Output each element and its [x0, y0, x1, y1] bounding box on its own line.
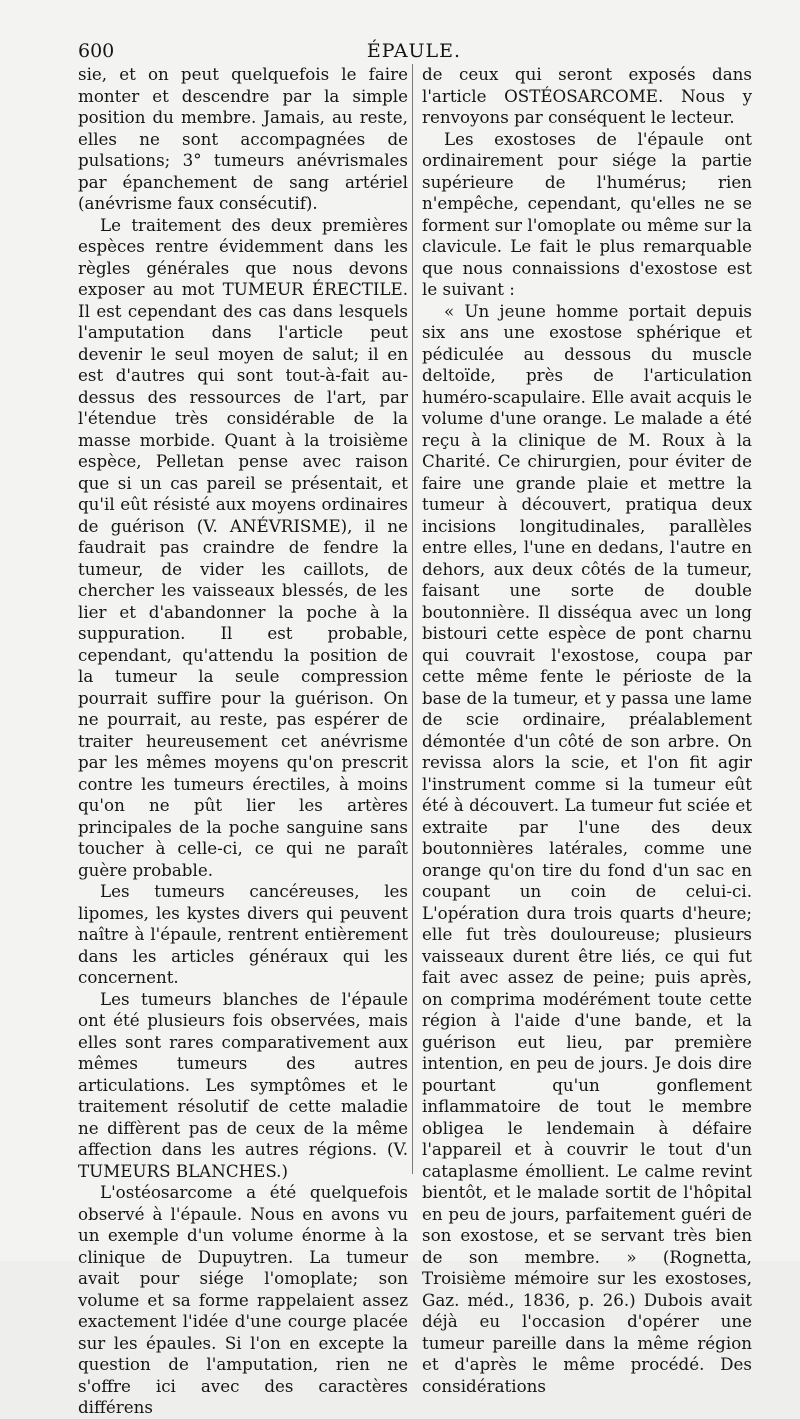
paragraph: sie, et on peut quelquefois le faire monter et descendre par la simple position du membre. Jamais, au reste, elles ne sont accompagnées de pulsations; 3° tumeurs anévrismales par épanchement de sang artériel (anévrisme faux consécutif). [78, 64, 408, 213]
running-head: ÉPAULE. [366, 40, 462, 62]
paragraph: Les tumeurs cancéreuses, les lipomes, les kystes divers qui peuvent naître à l'épaule, rentrent entièrement dans les articles généraux qui les concernent. [78, 881, 408, 987]
right-column [422, 64, 752, 1396]
paragraph: de ceux qui seront exposés dans l'article OSTÉOSARCOME. Nous y renvoyons par conséquent le lecteur. [422, 64, 752, 127]
page-header [78, 40, 750, 66]
paragraph: « Un jeune homme portait depuis six ans une exostose sphérique et pédiculée au dessous du muscle deltoïde, près de l'articulation huméro-scapulaire. Elle avait acquis le volume d'une orange. Le malade a été reçu à la clinique de M. Roux à la Charité. Ce chirurgien, pour éviter de faire une grande plaie et mettre la tumeur à découvert, pratiqua deux incisions longitudinales, parallèles entre elles, l'une en dedans, l'autre en dehors, aux deux côtés de la tumeur, faisant une sorte de double boutonnière. Il disséqua avec un long bistouri cette espèce de pont charnu qui couvrait l'exostose, coupa par cette même fente le périoste de la base de la tumeur, et y passa une lame de scie ordinaire, préalablement démontée d'un côté de son arbre. On revissa alors la scie, et l'on fit agir l'instrument comme si la tumeur eût été à découvert. La tumeur fut sciée et extraite par l'une des deux boutonnières latérales, comme une orange qu'on tire du fond d'un sac en coupant un coin de celui-ci. L'opération dura trois quarts d'heure; elle fut très douloureuse; plusieurs vaisseaux durent être liés, ce qui fut fait avec assez de peine; puis après, on comprima modérément toute cette région à l'aide d'une bande, et la guérison eut lieu, par première intention, en peu de jours. Je dois dire pourtant qu'un gonflement inflammatoire de tout le membre obligea le lendemain à défaire l'appareil et à couvrir le tout d'un cataplasme émollient. Le calme revint bientôt, et le malade sortit de l'hôpital en peu de jours, parfaitement guéri de son exostose, et se servant très bien de son membre. » (Rognetta, Troisième mémoire sur les exostoses, Gaz. méd., 1836, p. 26.) Dubois avait déjà eu l'occasion d'opérer une tumeur pareille dans la même région et d'après le même procédé. Des considérations [422, 300, 752, 1396]
paragraph: Le traitement des deux premières espèces rentre évidemment dans les règles générales que nous devons exposer au mot TUMEUR ÉRECTILE. Il est cependant des cas dans lesquels l'amputation dans l'article peut devenir le seul moyen de salut; il en est d'autres qui sont tout-à-fait au-dessus des ressources de l'art, par l'étendue très considérable de la masse morbide. Quant à la troisième espèce, Pelletan pense avec raison que si un cas pareil se présentait, et qu'il eût résisté aux moyens ordinaires de guérison (V. ANÉVRISME), il ne faudrait pas craindre de fendre la tumeur, de vider les caillots, de chercher les vaisseaux blessés, de les lier et d'abandonner la poche à la suppuration. Il est probable, cependant, qu'attendu la position de la tumeur la seule compression pourrait suffire pour la guérison. On ne pourrait, au reste, pas espérer de traiter heureusement cet anévrisme par les mêmes moyens qu'on prescrit contre les tumeurs érectiles, à moins qu'on ne pût lier les artères principales de la poche sanguine sans toucher à celle-ci, ce qui ne paraît guère probable. [78, 214, 408, 880]
paragraph: Les tumeurs blanches de l'épaule ont été plusieurs fois observées, mais elles sont rares comparativement aux mêmes tumeurs des autres articulations. Les symptômes et le traitement résolutif de cette maladie ne diffèrent pas de ceux de la même affection dans les autres régions. (V. TUMEURS BLANCHES.) [78, 988, 408, 1181]
left-column [78, 64, 408, 1417]
paragraph: Les exostoses de l'épaule ont ordinairement pour siége la partie supérieure de l'humérus; rien n'empêche, cependant, qu'elles ne se forment sur l'omoplate ou même sur la clavicule. Le fait le plus remarquable que nous connaissions d'exostose est le suivant : [422, 128, 752, 299]
column-divider [412, 64, 413, 1174]
page-number: 600 [78, 40, 115, 62]
paragraph: L'ostéosarcome a été quelquefois observé à l'épaule. Nous en avons vu un exemple d'un volume énorme à la clinique de Dupuytren. La tumeur avait pour siége l'omoplate; son volume et sa forme rappelaient assez exactement l'idée d'une courge placée sur les épaules. Si l'on en excepte la question de l'amputation, rien ne s'offre ici avec des caractères différens [78, 1182, 408, 1417]
